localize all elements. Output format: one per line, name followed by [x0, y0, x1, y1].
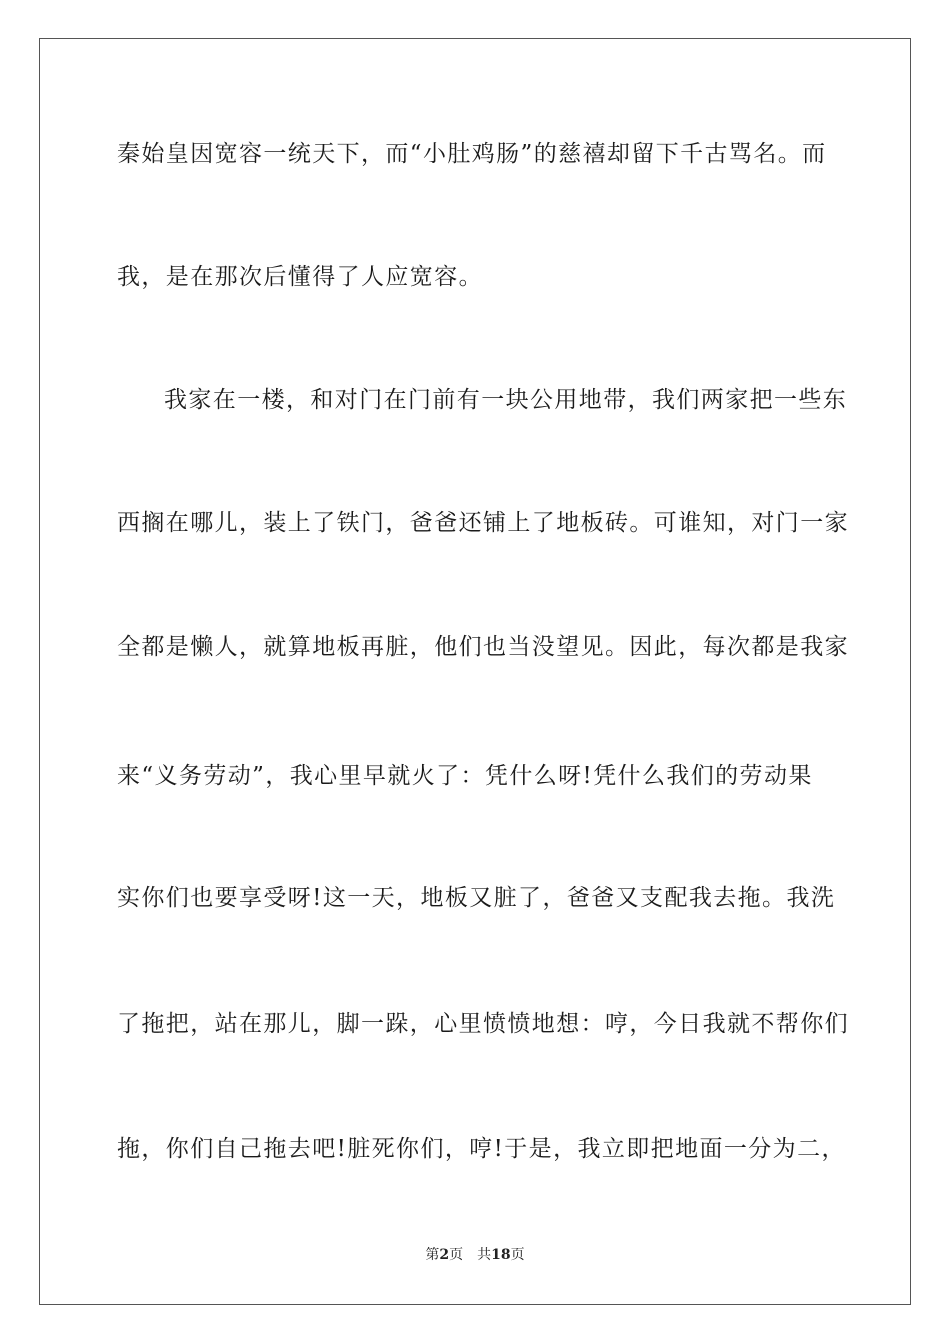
text-line-6: 来“义务劳动”，我心里早就火了：凭什么呀!凭什么我们的劳动果: [117, 763, 813, 789]
page-footer: [0, 1246, 950, 1264]
total-suffix: 页: [510, 1247, 525, 1263]
text-line-2: 我，是在那次后懂得了人应宽容。: [117, 264, 483, 290]
text-line-4: 西搁在哪儿，装上了铁门，爸爸还铺上了地板砖。可谁知，对门一家: [117, 510, 849, 536]
page-number: 2: [439, 1247, 450, 1263]
total-pages: 18: [491, 1247, 511, 1263]
text-line-9: 拖，你们自己拖去吧!脏死你们，哼!于是，我立即把地面一分为二，: [117, 1136, 846, 1162]
text-line-3: 我家在一楼，和对门在门前有一块公用地带，我们两家把一些东: [164, 387, 848, 413]
page-prefix: 第: [425, 1247, 440, 1263]
total-prefix: 共: [477, 1247, 492, 1263]
text-line-1: 秦始皇因宽容一统天下，而“小肚鸡肠”的慈禧却留下千古骂名。而: [117, 141, 827, 167]
text-line-7: 实你们也要享受呀!这一天，地板又脏了，爸爸又支配我去拖。我洗: [117, 885, 836, 911]
page-suffix: 页: [449, 1247, 464, 1263]
text-line-8: 了拖把，站在那儿，脚一跺，心里愤愤地想：哼，今日我就不帮你们: [117, 1011, 849, 1037]
text-line-5: 全都是懒人，就算地板再脏，他们也当没望见。因此，每次都是我家: [117, 634, 849, 660]
page-border: [39, 38, 911, 1305]
